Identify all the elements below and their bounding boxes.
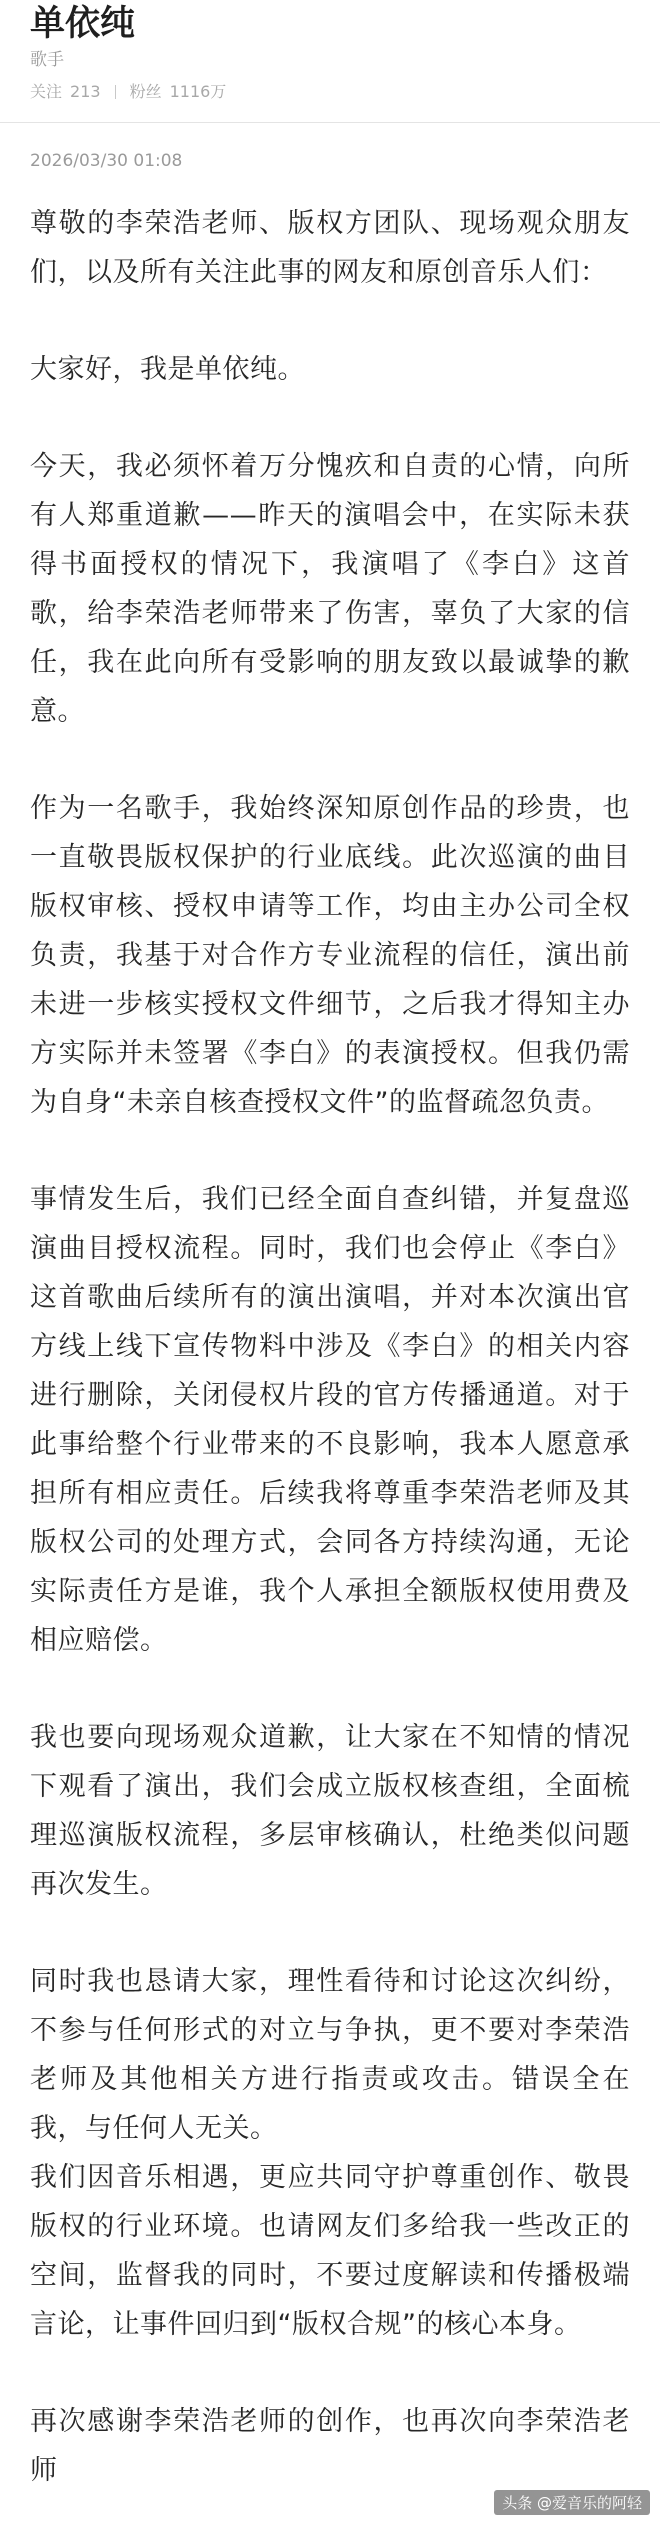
profile-header: [30, 0, 630, 104]
paragraph: 大家好，我是单依纯。: [30, 354, 305, 385]
paragraph: 再次感谢李荣浩老师的创作，也再次向李荣浩老师: [30, 2406, 630, 2486]
paragraph: 今天，我必须怀着万分愧疚和自责的心情，向所有人郑重道歉——昨天的演唱会中，在实际未获得书面授权的情况下，我演唱了《李白》这首歌，给李荣浩老师带来了伤害，辜负了大家的信任，我在此向所有受影响的朋友致以最诚挚的歉意。: [30, 451, 630, 727]
followers-label[interactable]: 粉丝: [129, 82, 162, 101]
followers-count[interactable]: 1116万: [169, 82, 227, 101]
following-count[interactable]: 213: [70, 82, 101, 101]
paragraph: 我们因音乐相遇，更应共同守护尊重创作、敬畏版权的行业环境。也请网友们多给我一些改正的空间，监督我的同时，不要过度解读和传播极端言论，让事件回归到“版权合规”的核心本身。: [30, 2162, 630, 2340]
user-role: 歌手: [30, 50, 64, 70]
paragraph: 同时我也恳请大家，理性看待和讨论这次纠纷，不参与任何形式的对立与争执，更不要对李荣浩老师及其他相关方进行指责或攻击。错误全在我，与任何人无关。: [30, 1966, 630, 2144]
paragraph: 尊敬的李荣浩老师、版权方团队、现场观众朋友们，以及所有关注此事的网友和原创音乐人们：: [30, 208, 630, 288]
paragraph: 事情发生后，我们已经全面自查纠错，并复盘巡演曲目授权流程。同时，我们也会停止《李白》这首歌曲后续所有的演出演唱，并对本次演出官方线上线下宣传物料中涉及《李白》的相关内容进行删除，关闭侵权片段的官方传播通道。对于此事给整个行业带来的不良影响，我本人愿意承担所有相应责任。后续我将尊重李荣浩老师及其版权公司的处理方式，会同各方持续沟通，无论实际责任方是谁，我个人承担全额版权使用费及相应赔偿。: [30, 1184, 630, 1656]
paragraph: 我也要向现场观众道歉，让大家在不知情的情况下观看了演出，我们会成立版权核查组，全面梳理巡演版权流程，多层审核确认，杜绝类似问题再次发生。: [30, 1722, 630, 1900]
source-watermark: 头条 @爱音乐的阿轻: [494, 2490, 650, 2515]
paragraph: 作为一名歌手，我始终深知原创作品的珍贵，也一直敬畏版权保护的行业底线。此次巡演的曲目版权审核、授权申请等工作，均由主办公司全权负责，我基于对合作方专业流程的信任，演出前未进一步核实授权文件细节，之后我才得知主办方实际并未签署《李白》的表演授权。但我仍需为自身“未亲自核查授权文件”的监督疏忽负责。: [30, 793, 630, 1118]
post-timestamp: 2026/03/30 01:08: [30, 151, 183, 171]
profile-stats: [30, 80, 630, 104]
following-label[interactable]: 关注: [30, 82, 63, 101]
post-body: [30, 199, 630, 2495]
username[interactable]: 单依纯: [30, 4, 136, 44]
stats-separator: [115, 85, 116, 99]
header-divider: [0, 122, 660, 123]
